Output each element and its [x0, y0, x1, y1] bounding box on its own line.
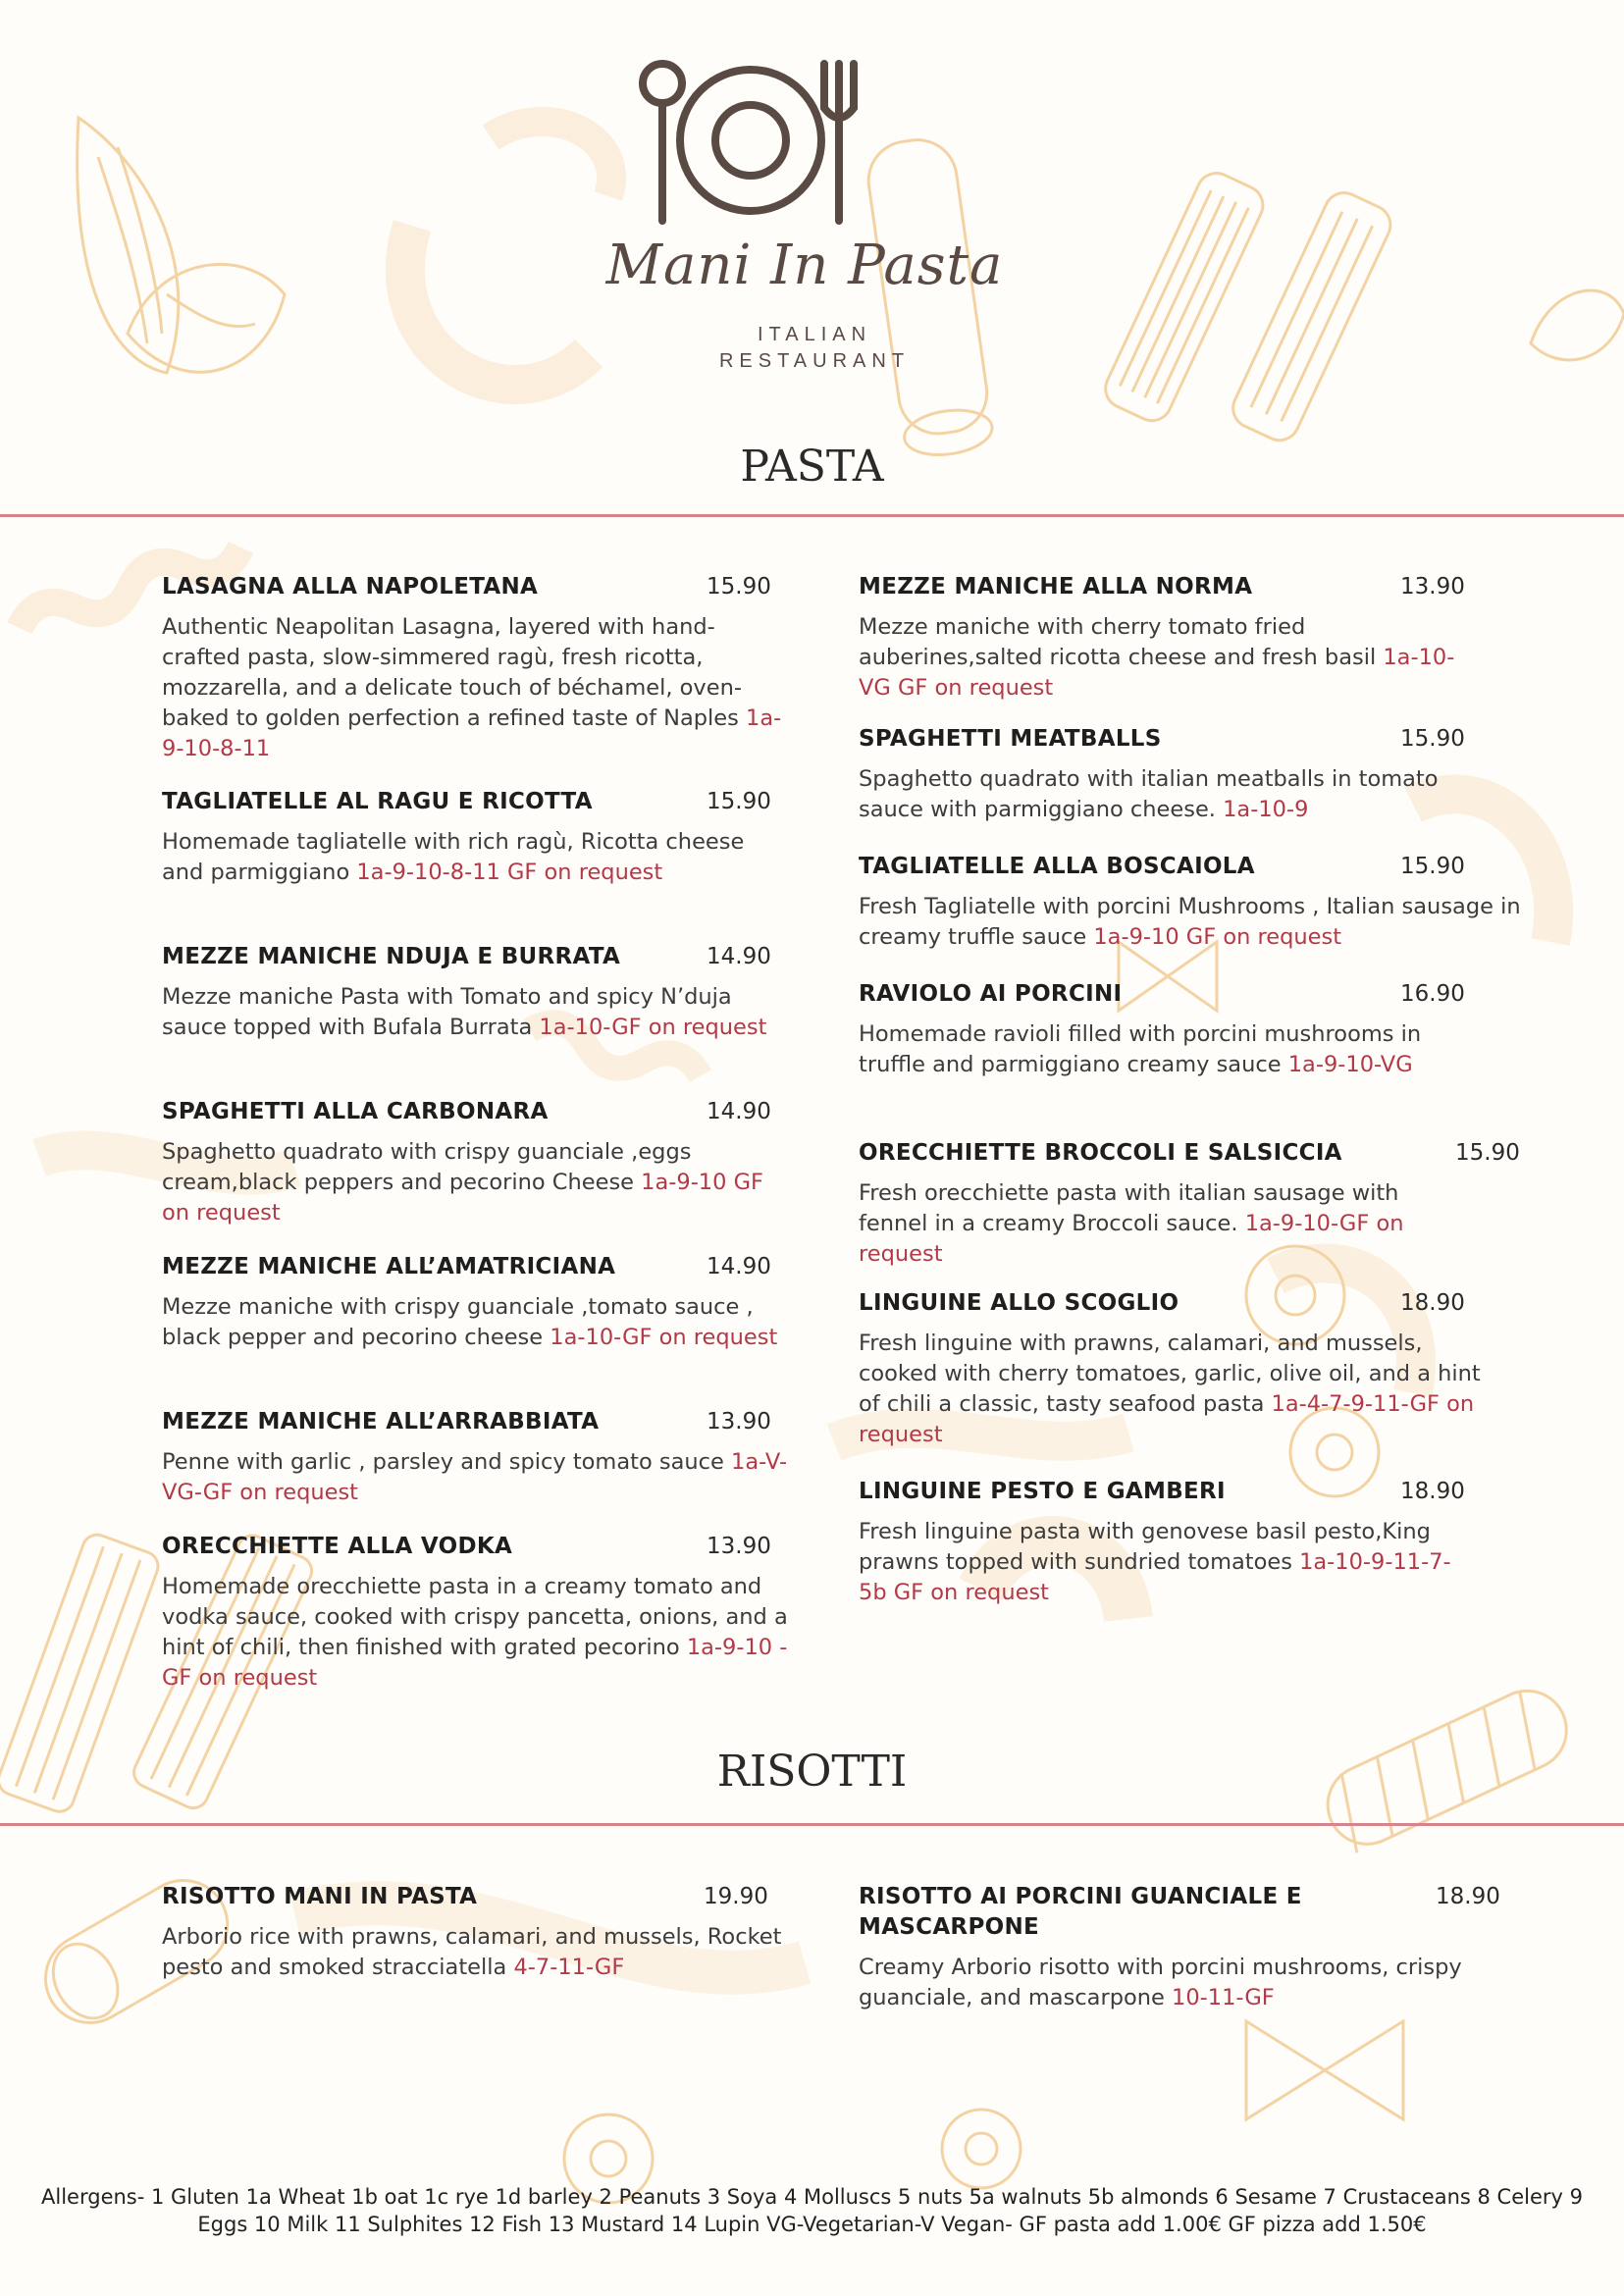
menu-item	[162, 1407, 790, 1508]
menu-item-allergens: 1a-10-9-11-7-5b GF on request	[859, 1549, 1451, 1605]
menu-item	[859, 572, 1526, 704]
menu-item-name: RISOTTO AI PORCINI GUANCIALE E MASCARPONE	[859, 1884, 1302, 1940]
menu-item	[162, 1882, 790, 1983]
menu-item-name: LASAGNA ALLA NAPOLETANA	[162, 574, 539, 600]
menu-item-description: Authentic Neapolitan Lasagna, layered with hand-crafted pasta, slow-simmered ragù, fresh ricotta, mozzarella, and a delicate touch of béchamel, oven-baked to golden perfection a refined taste of Naples 1a-9-10-8-11	[162, 614, 782, 761]
menu-item-name: MEZZE MANICHE ALL’ARRABBIATA	[162, 1409, 600, 1435]
menu-item	[859, 979, 1526, 1080]
menu-item-description: Fresh Tagliatelle with porcini Mushrooms , Italian sausage in creamy truffle sauce 1a-9-10 GF on request	[859, 894, 1521, 950]
menu-item-name: MEZZE MANICHE ALLA NORMA	[859, 574, 1253, 600]
menu-item-allergens: 1a-9-10 GF on request	[1093, 924, 1342, 950]
menu-item-description: Fresh linguine pasta with genovese basil pesto,King prawns topped with sundried tomatoes 1a-10-9-11-7-5b GF on request	[859, 1519, 1451, 1605]
menu-item-description: Homemade ravioli filled with porcini mushrooms in truffle and parmiggiano creamy sauce 1a-9-10-VG	[859, 1021, 1422, 1077]
menu-item-allergens: 1a-10-GF on request	[550, 1325, 778, 1350]
menu-item	[859, 1477, 1526, 1608]
restaurant-logo-icon	[628, 54, 864, 231]
tagline-italian: ITALIAN	[757, 324, 872, 345]
menu-item-allergens: 1a-10-9	[1223, 797, 1309, 822]
menu-item-name: LINGUINE PESTO E GAMBERI	[859, 1479, 1226, 1504]
menu-item-name: MEZZE MANICHE ALL’AMATRICIANA	[162, 1254, 616, 1279]
menu-item-name: ORECCHIETTE ALLA VODKA	[162, 1534, 513, 1559]
menu-item-price: 18.90	[1400, 1479, 1465, 1504]
menu-item	[162, 572, 790, 764]
menu-item-price: 18.90	[1400, 1290, 1465, 1316]
menu-item-description: Spaghetto quadrato with crispy guanciale ,eggs cream,black peppers and pecorino Cheese 1a-9-10 GF on request	[162, 1139, 763, 1226]
menu-item-allergens: 1a-9-10-8-11 GF on request	[356, 860, 663, 885]
restaurant-brand-name: Mani In Pasta	[605, 234, 1004, 297]
menu-item	[162, 1252, 790, 1353]
menu-item-allergens: 1a-9-10 -GF on request	[162, 1635, 788, 1691]
menu-item-name: SPAGHETTI MEATBALLS	[859, 726, 1162, 752]
menu-item-allergens: 1a-4-7-9-11-GF on request	[859, 1391, 1475, 1447]
menu-item	[162, 787, 790, 888]
menu-item-allergens: 1a-9-10-8-11	[162, 705, 782, 761]
menu-item-name: TAGLIATELLE AL RAGU E RICOTTA	[162, 789, 593, 814]
section-title-risotti: RISOTTI	[716, 1747, 908, 1797]
menu-item-price: 13.90	[707, 1409, 771, 1435]
menu-item-price: 16.90	[1400, 981, 1465, 1007]
menu-item	[859, 852, 1526, 953]
menu-item	[859, 724, 1526, 825]
section-divider-risotti	[0, 1823, 1624, 1826]
menu-item-price: 14.90	[707, 944, 771, 969]
menu-item-price: 15.90	[1400, 726, 1465, 752]
menu-item-allergens: 4-7-11-GF	[513, 1955, 625, 1980]
section-title-pasta: PASTA	[740, 442, 884, 492]
menu-item-description: Mezze maniche with cherry tomato fried auberines,salted ricotta cheese and fresh basil 1a-10-VG GF on request	[859, 614, 1455, 701]
menu-item-name: MEZZE MANICHE NDUJA E BURRATA	[162, 944, 621, 969]
menu-item-price: 14.90	[707, 1254, 771, 1279]
menu-item-description: Homemade orecchiette pasta in a creamy tomato and vodka sauce, cooked with crispy pancetta, onions, and a hint of chili, then finished with grated pecorino 1a-9-10 -GF on request	[162, 1574, 788, 1691]
menu-item	[162, 942, 790, 1043]
menu-item-description: Penne with garlic , parsley and spicy tomato sauce 1a-V-VG-GF on request	[162, 1449, 788, 1505]
menu-item-price: 19.90	[704, 1884, 768, 1909]
menu-item-allergens: 1a-10-GF on request	[539, 1015, 767, 1040]
menu-item-allergens: 1a-9-10 GF on request	[162, 1170, 763, 1226]
menu-item	[162, 1532, 790, 1694]
menu-item-name: SPAGHETTI ALLA CARBONARA	[162, 1099, 549, 1124]
menu-item-allergens: 1a-V-VG-GF on request	[162, 1449, 788, 1505]
menu-item-price: 13.90	[707, 1534, 771, 1559]
menu-item-description: Homemade tagliatelle with rich ragù, Ricotta cheese and parmiggiano 1a-9-10-8-11 GF on request	[162, 829, 745, 885]
menu-item-price: 15.90	[707, 574, 771, 600]
menu-item-name: TAGLIATELLE ALLA BOSCAIOLA	[859, 854, 1255, 879]
menu-item-name: RISOTTO MANI IN PASTA	[162, 1884, 478, 1909]
menu-item	[859, 1288, 1526, 1450]
menu-item-description: Mezze maniche Pasta with Tomato and spicy N’duja sauce topped with Bufala Burrata 1a-10-GF on request	[162, 984, 767, 1040]
menu-item-price: 15.90	[1400, 854, 1465, 879]
menu-item-price: 15.90	[707, 789, 771, 814]
menu-item-description: Creamy Arborio risotto with porcini mushrooms, crispy guanciale, and mascarpone 10-11-GF	[859, 1955, 1462, 2010]
menu-item-description: Arborio rice with prawns, calamari, and mussels, Rocket pesto and smoked stracciatella 4-7-11-GF	[162, 1924, 782, 1980]
menu-item	[162, 1097, 790, 1228]
menu-item-name: LINGUINE ALLO SCOGLIO	[859, 1290, 1179, 1316]
menu-item-allergens: 1a-9-10-GF on request	[859, 1211, 1404, 1267]
menu-item-price: 18.90	[1436, 1884, 1500, 1909]
menu-item-price: 13.90	[1400, 574, 1465, 600]
section-divider-pasta	[0, 514, 1624, 517]
menu-item-allergens: 10-11-GF	[1172, 1985, 1275, 2010]
menu-item-description: Spaghetto quadrato with italian meatballs in tomato sauce with parmiggiano cheese. 1a-10-9	[859, 766, 1439, 822]
allergen-legend-line-1: Allergens- 1 Gluten 1a Wheat 1b oat 1c rye 1d barley 2 Peanuts 3 Soya 4 Molluscs 5 nuts 5a walnuts 5b almonds 6 Sesame 7 Crustaceans 8 Celery 9	[41, 2185, 1583, 2209]
menu-item-allergens: 1a-10-VG GF on request	[859, 645, 1455, 701]
menu-item	[859, 1138, 1526, 1270]
menu-item-name: RAVIOLO AI PORCINI	[859, 981, 1123, 1007]
menu-item-allergens: 1a-9-10-VG	[1287, 1052, 1413, 1077]
menu-item-price: 15.90	[1455, 1140, 1520, 1166]
allergen-legend	[10, 2183, 1614, 2238]
menu-item	[859, 1882, 1526, 2013]
menu-item-description: Fresh orecchiette pasta with italian sausage with fennel in a creamy Broccoli sauce. 1a-9-10-GF on request	[859, 1180, 1404, 1267]
tagline-restaurant: RESTAURANT	[718, 350, 911, 372]
allergen-legend-line-2: Eggs 10 Milk 11 Sulphites 12 Fish 13 Mustard 14 Lupin VG-Vegetarian-V Vegan- GF pasta add 1.00€ GF pizza add 1.50€	[197, 2213, 1427, 2236]
menu-item-price: 14.90	[707, 1099, 771, 1124]
menu-item-name: ORECCHIETTE BROCCOLI E SALSICCIA	[859, 1140, 1342, 1166]
menu-item-description: Fresh linguine with prawns, calamari, and mussels, cooked with cherry tomatoes, garlic, olive oil, and a hint of chili a classic, tasty seafood pasta 1a-4-7-9-11-GF on request	[859, 1331, 1481, 1447]
menu-item-description: Mezze maniche with crispy guanciale ,tomato sauce , black pepper and pecorino cheese 1a-10-GF on request	[162, 1294, 778, 1350]
